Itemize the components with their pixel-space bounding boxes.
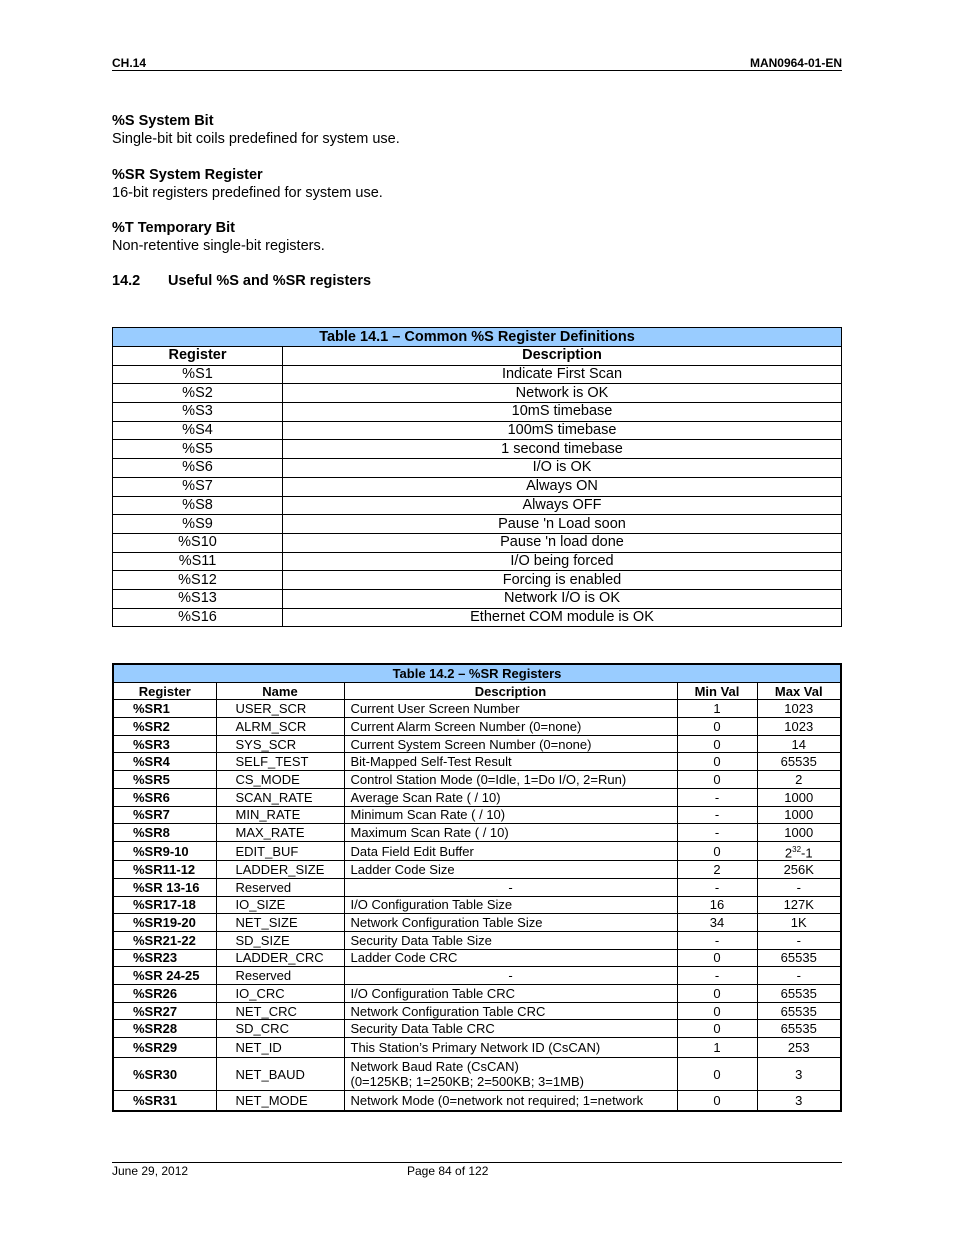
header-chapter: CH.14 bbox=[112, 56, 147, 70]
table-row bbox=[113, 403, 842, 422]
name-cell: EDIT_BUF bbox=[216, 841, 344, 860]
max-val-cell: 256K bbox=[757, 861, 841, 879]
description-cell: Network is OK bbox=[283, 384, 842, 403]
register-cell: %SR6 bbox=[113, 788, 216, 806]
register-cell: %SR4 bbox=[113, 753, 216, 771]
max-val-cell: 2 bbox=[757, 771, 841, 789]
column-header: Register bbox=[113, 347, 283, 366]
table-row bbox=[113, 931, 841, 949]
table-row bbox=[113, 841, 841, 860]
register-cell: %SR3 bbox=[113, 735, 216, 753]
description-cell: I/O Configuration Table CRC bbox=[344, 985, 677, 1003]
header-doc-id: MAN0964-01-EN bbox=[749, 56, 842, 70]
section-heading-title: Useful %S and %SR registers bbox=[168, 273, 372, 289]
name-cell: IO_SIZE bbox=[216, 896, 344, 914]
register-cell: %SR17-18 bbox=[113, 896, 216, 914]
table-row bbox=[113, 735, 841, 753]
section-title: %SR System Register bbox=[112, 167, 263, 183]
section-number: 14.2 bbox=[112, 273, 141, 289]
description-cell: Data Field Edit Buffer bbox=[344, 841, 677, 860]
register-cell: %SR21-22 bbox=[113, 931, 216, 949]
register-cell: %SR23 bbox=[113, 949, 216, 967]
description-cell: 100mS timebase bbox=[283, 421, 842, 440]
register-cell: %S11 bbox=[113, 552, 283, 571]
description-cell: Current Alarm Screen Number (0=none) bbox=[344, 718, 677, 736]
name-cell: SCAN_RATE bbox=[216, 788, 344, 806]
register-cell: %S7 bbox=[113, 477, 283, 496]
name-cell: Reserved bbox=[216, 878, 344, 896]
max-val-cell: 1023 bbox=[757, 700, 841, 718]
max-val-cell: 65535 bbox=[757, 985, 841, 1003]
table-row bbox=[113, 459, 842, 478]
name-cell: IO_CRC bbox=[216, 985, 344, 1003]
description-cell: Current System Screen Number (0=none) bbox=[344, 735, 677, 753]
section-t-temporary-bit bbox=[112, 219, 325, 255]
footer-page-number: Page 84 of 122 bbox=[407, 1164, 489, 1178]
table-row bbox=[113, 608, 842, 627]
section-text: 16-bit registers predefined for system use. bbox=[112, 185, 383, 201]
table-row bbox=[113, 985, 841, 1003]
name-cell: MAX_RATE bbox=[216, 824, 344, 842]
description-cell: Network Configuration Table Size bbox=[344, 914, 677, 932]
table-row bbox=[113, 1002, 841, 1020]
column-header: Description bbox=[344, 682, 677, 700]
register-cell: %SR1 bbox=[113, 700, 216, 718]
name-cell: SYS_SCR bbox=[216, 735, 344, 753]
name-cell: CS_MODE bbox=[216, 771, 344, 789]
min-val-cell: 0 bbox=[677, 841, 757, 860]
table-row bbox=[113, 571, 842, 590]
name-cell: SD_CRC bbox=[216, 1020, 344, 1038]
table-caption: Table 14.1 – Common %S Register Definitions bbox=[113, 328, 842, 347]
min-val-cell: 0 bbox=[677, 1002, 757, 1020]
table-sr-registers bbox=[112, 663, 842, 1112]
description-cell: Minimum Scan Rate ( / 10) bbox=[344, 806, 677, 824]
description-cell: - bbox=[344, 967, 677, 985]
max-val-cell: - bbox=[757, 878, 841, 896]
header-rule bbox=[112, 70, 842, 71]
power-exponent: 32 bbox=[792, 844, 802, 854]
max-val-cell: - bbox=[757, 931, 841, 949]
power-tail: -1 bbox=[801, 845, 813, 861]
description-cell: Current User Screen Number bbox=[344, 700, 677, 718]
max-val-cell: 3 bbox=[757, 1091, 841, 1112]
description-cell: Maximum Scan Rate ( / 10) bbox=[344, 824, 677, 842]
min-val-cell: 0 bbox=[677, 718, 757, 736]
register-cell: %S2 bbox=[113, 384, 283, 403]
max-val-cell: 1000 bbox=[757, 824, 841, 842]
max-val-cell: 3 bbox=[757, 1058, 841, 1091]
name-cell: NET_BAUD bbox=[216, 1058, 344, 1091]
name-cell: ALRM_SCR bbox=[216, 718, 344, 736]
table-row bbox=[113, 1091, 841, 1112]
table-row bbox=[113, 878, 841, 896]
min-val-cell: 0 bbox=[677, 1020, 757, 1038]
table-row bbox=[113, 949, 841, 967]
min-val-cell: - bbox=[677, 824, 757, 842]
register-cell: %SR9-10 bbox=[113, 841, 216, 860]
table-row bbox=[113, 753, 841, 771]
column-header: Name bbox=[216, 682, 344, 700]
table-row bbox=[113, 1058, 841, 1091]
name-cell: LADDER_SIZE bbox=[216, 861, 344, 879]
max-val-cell bbox=[757, 841, 841, 860]
description-cell: Pause 'n load done bbox=[283, 533, 842, 552]
name-cell: MIN_RATE bbox=[216, 806, 344, 824]
register-cell: %S3 bbox=[113, 403, 283, 422]
register-cell: %SR8 bbox=[113, 824, 216, 842]
max-val-cell: 65535 bbox=[757, 1020, 841, 1038]
min-val-cell: 16 bbox=[677, 896, 757, 914]
register-cell: %S13 bbox=[113, 589, 283, 608]
register-cell: %SR11-12 bbox=[113, 861, 216, 879]
description-cell: 1 second timebase bbox=[283, 440, 842, 459]
column-header: Description bbox=[283, 347, 842, 366]
table-row bbox=[113, 515, 842, 534]
description-cell: This Station’s Primary Network ID (CsCAN) bbox=[344, 1038, 677, 1058]
description-cell: Security Data Table Size bbox=[344, 931, 677, 949]
max-val-cell: 127K bbox=[757, 896, 841, 914]
table-s-registers bbox=[112, 327, 842, 627]
min-val-cell: 0 bbox=[677, 1091, 757, 1112]
description-cell: Control Station Mode (0=Idle, 1=Do I/O, 2=Run) bbox=[344, 771, 677, 789]
table-row bbox=[113, 440, 842, 459]
register-cell: %SR19-20 bbox=[113, 914, 216, 932]
min-val-cell: - bbox=[677, 878, 757, 896]
min-val-cell: 1 bbox=[677, 700, 757, 718]
footer-rule bbox=[112, 1162, 842, 1163]
description-cell: Average Scan Rate ( / 10) bbox=[344, 788, 677, 806]
min-val-cell: 34 bbox=[677, 914, 757, 932]
table-row bbox=[113, 896, 841, 914]
name-cell: SD_SIZE bbox=[216, 931, 344, 949]
footer-date: June 29, 2012 bbox=[112, 1164, 189, 1178]
description-cell: Ethernet COM module is OK bbox=[283, 608, 842, 627]
table-row bbox=[113, 861, 841, 879]
description-cell: Always ON bbox=[283, 477, 842, 496]
table-row bbox=[113, 806, 841, 824]
min-val-cell: 0 bbox=[677, 949, 757, 967]
max-val-cell: - bbox=[757, 967, 841, 985]
description-cell: - bbox=[344, 878, 677, 896]
table-row bbox=[113, 1038, 841, 1058]
register-cell: %S9 bbox=[113, 515, 283, 534]
register-cell: %S5 bbox=[113, 440, 283, 459]
name-cell: NET_MODE bbox=[216, 1091, 344, 1112]
min-val-cell: - bbox=[677, 967, 757, 985]
section-heading bbox=[112, 273, 371, 289]
description-cell: Network Baud Rate (CsCAN) (0=125KB; 1=250KB; 2=500KB; 3=1MB) bbox=[344, 1058, 677, 1091]
max-val-cell: 14 bbox=[757, 735, 841, 753]
register-cell: %S6 bbox=[113, 459, 283, 478]
description-cell: Ladder Code Size bbox=[344, 861, 677, 879]
table-row bbox=[113, 788, 841, 806]
max-val-cell: 1023 bbox=[757, 718, 841, 736]
name-cell: USER_SCR bbox=[216, 700, 344, 718]
register-cell: %SR 24-25 bbox=[113, 967, 216, 985]
min-val-cell: 0 bbox=[677, 753, 757, 771]
register-cell: %SR5 bbox=[113, 771, 216, 789]
min-val-cell: 0 bbox=[677, 985, 757, 1003]
register-cell: %S1 bbox=[113, 365, 283, 384]
table-row bbox=[113, 477, 842, 496]
table-row bbox=[113, 718, 841, 736]
register-cell: %SR2 bbox=[113, 718, 216, 736]
description-cell: I/O is OK bbox=[283, 459, 842, 478]
table-row bbox=[113, 824, 841, 842]
register-cell: %SR26 bbox=[113, 985, 216, 1003]
table-row bbox=[113, 914, 841, 932]
section-s-system-bit bbox=[112, 112, 400, 148]
max-val-cell: 65535 bbox=[757, 949, 841, 967]
max-val-cell: 65535 bbox=[757, 753, 841, 771]
max-val-cell: 253 bbox=[757, 1038, 841, 1058]
section-text: Non-retentive single-bit registers. bbox=[112, 238, 325, 254]
section-title: %T Temporary Bit bbox=[112, 220, 236, 236]
name-cell: NET_SIZE bbox=[216, 914, 344, 932]
name-cell: LADDER_CRC bbox=[216, 949, 344, 967]
table-caption: Table 14.2 – %SR Registers bbox=[113, 664, 841, 682]
min-val-cell: 0 bbox=[677, 771, 757, 789]
min-val-cell: 1 bbox=[677, 1038, 757, 1058]
name-cell: SELF_TEST bbox=[216, 753, 344, 771]
table-row bbox=[113, 365, 842, 384]
description-cell: Pause 'n Load soon bbox=[283, 515, 842, 534]
register-cell: %SR 13-16 bbox=[113, 878, 216, 896]
description-cell: Security Data Table CRC bbox=[344, 1020, 677, 1038]
table-row bbox=[113, 552, 842, 571]
name-cell: Reserved bbox=[216, 967, 344, 985]
description-cell: Indicate First Scan bbox=[283, 365, 842, 384]
register-cell: %SR29 bbox=[113, 1038, 216, 1058]
description-cell: I/O Configuration Table Size bbox=[344, 896, 677, 914]
table-row bbox=[113, 496, 842, 515]
description-cell: Network I/O is OK bbox=[283, 589, 842, 608]
table-row bbox=[113, 533, 842, 552]
description-cell: I/O being forced bbox=[283, 552, 842, 571]
register-cell: %SR27 bbox=[113, 1002, 216, 1020]
min-val-cell: - bbox=[677, 806, 757, 824]
description-cell: Bit-Mapped Self-Test Result bbox=[344, 753, 677, 771]
section-text: Single-bit bit coils predefined for system use. bbox=[112, 131, 400, 147]
name-cell: NET_CRC bbox=[216, 1002, 344, 1020]
table-row bbox=[113, 384, 842, 403]
min-val-cell: 0 bbox=[677, 735, 757, 753]
section-title: %S System Bit bbox=[112, 113, 214, 129]
register-cell: %SR31 bbox=[113, 1091, 216, 1112]
power-base: 2 bbox=[784, 845, 793, 861]
table-row bbox=[113, 771, 841, 789]
max-val-cell: 1K bbox=[757, 914, 841, 932]
register-cell: %S4 bbox=[113, 421, 283, 440]
register-cell: %SR28 bbox=[113, 1020, 216, 1038]
max-val-cell: 65535 bbox=[757, 1002, 841, 1020]
register-cell: %SR7 bbox=[113, 806, 216, 824]
description-cell: Ladder Code CRC bbox=[344, 949, 677, 967]
max-val-cell: 1000 bbox=[757, 788, 841, 806]
min-val-cell: 0 bbox=[677, 1058, 757, 1091]
column-header: Register bbox=[113, 682, 216, 700]
register-cell: %S8 bbox=[113, 496, 283, 515]
table-row bbox=[113, 589, 842, 608]
description-cell: Always OFF bbox=[283, 496, 842, 515]
register-cell: %S16 bbox=[113, 608, 283, 627]
description-cell: 10mS timebase bbox=[283, 403, 842, 422]
min-val-cell: 2 bbox=[677, 861, 757, 879]
description-cell: Network Configuration Table CRC bbox=[344, 1002, 677, 1020]
min-val-cell: - bbox=[677, 788, 757, 806]
table-row bbox=[113, 967, 841, 985]
table-row bbox=[113, 700, 841, 718]
description-cell: Network Mode (0=network not required; 1=network bbox=[344, 1091, 677, 1112]
register-cell: %SR30 bbox=[113, 1058, 216, 1091]
column-header: Max Val bbox=[757, 682, 841, 700]
register-cell: %S12 bbox=[113, 571, 283, 590]
column-header: Min Val bbox=[677, 682, 757, 700]
table-row bbox=[113, 421, 842, 440]
min-val-cell: - bbox=[677, 931, 757, 949]
section-sr-system-register bbox=[112, 166, 383, 202]
max-val-cell: 1000 bbox=[757, 806, 841, 824]
table-row bbox=[113, 1020, 841, 1038]
name-cell: NET_ID bbox=[216, 1038, 344, 1058]
description-cell: Forcing is enabled bbox=[283, 571, 842, 590]
register-cell: %S10 bbox=[113, 533, 283, 552]
